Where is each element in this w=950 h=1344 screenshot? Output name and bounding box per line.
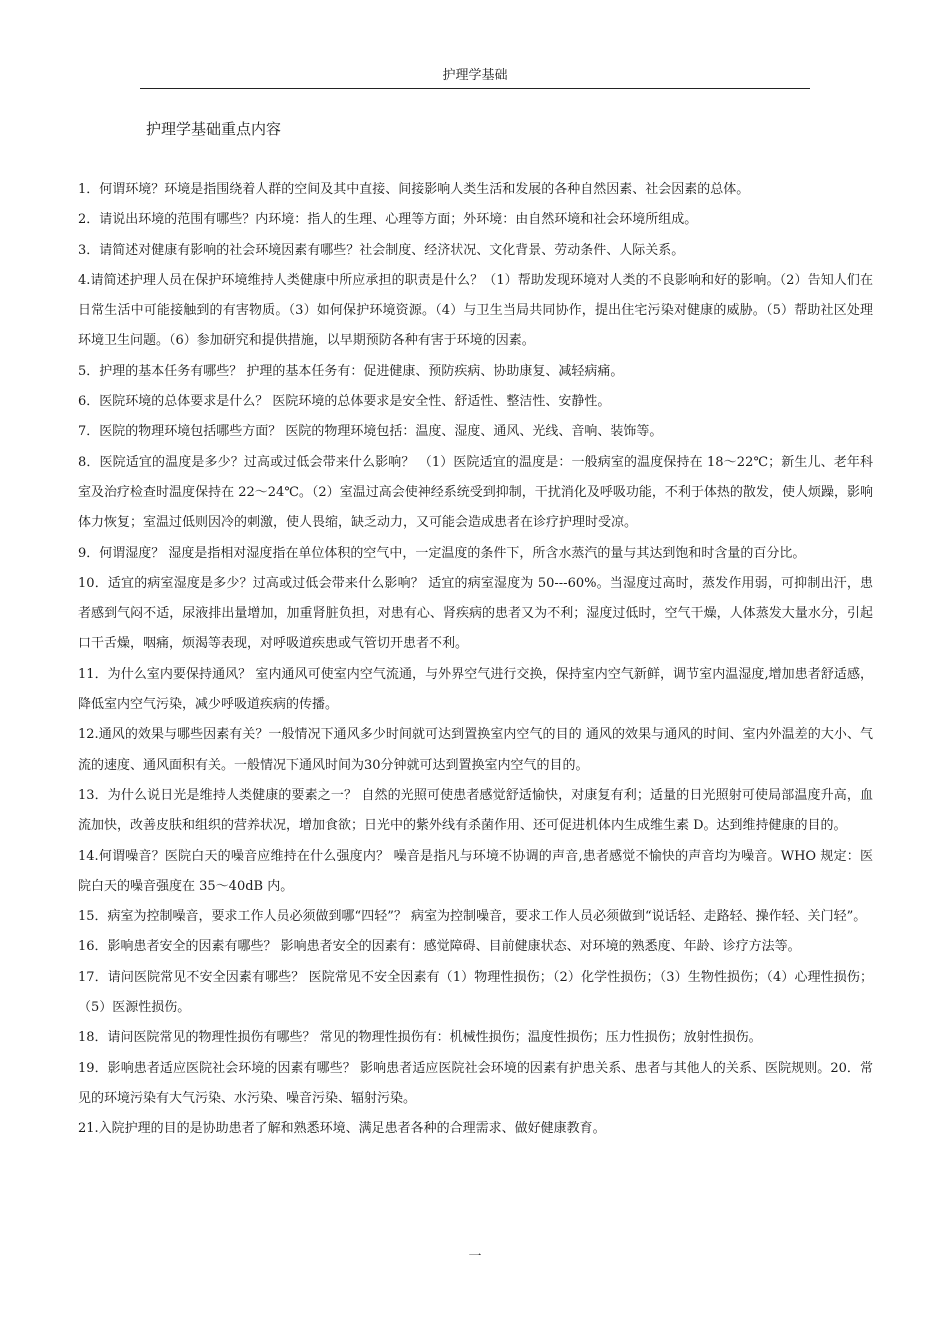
paragraph-11: 11．为什么室内要保持通风？ 室内通风可使室内空气流通，与外界空气进行交换，保持室内空气新鲜，调节室内温湿度,增加患者舒适感，降低室内空气污染，减少呼吸道疾病的传播。	[78, 666, 873, 713]
document-body	[78, 175, 873, 1145]
paragraph-4: 4.请简述护理人员在保护环境维持人类健康中所应承担的职责是什么？（1）帮助发现环境对人类的不良影响和好的影响。（2）告知人们在日常生活中可能接触到的有害物质。（3）如何保护环境资源。（4）与卫生当局共同协作，提出住宅污染对健康的威胁。（5）帮助社区处理环境卫生问题。（6）参加研究和提供措施，以早期预防各种有害于环境的因素。	[78, 272, 873, 349]
paragraph-5: 5．护理的基本任务有哪些？ 护理的基本任务有：促进健康、预防疾病、协助康复、减轻病痛。	[78, 363, 624, 379]
paragraph-10: 10．适宜的病室湿度是多少？过高或过低会带来什么影响？ 适宜的病室湿度为 50---60%。当湿度过高时，蒸发作用弱，可抑制出汗，患者感到气闷不适，尿液排出量增加，加重肾脏负担，对患有心、肾疾病的患者又为不利；湿度过低时，空气干燥，人体蒸发大量水分，引起口干舌燥，咽痛，烦渴等表现，对呼吸道疾患或气管切开患者不利。	[78, 575, 873, 652]
paragraph-6: 6．医院环境的总体要求是什么？ 医院环境的总体要求是安全性、舒适性、整洁性、安静性。	[78, 394, 611, 410]
paragraph-14: 14.何谓噪音？医院白天的噪音应维持在什么强度内？ 噪音是指凡与环境不协调的声音,患者感觉不愉快的声音均为噪音。WHO 规定：医院白天的噪音强度在 35～40dB 内。	[78, 848, 873, 894]
paragraph-15: 15．病室为控制噪音，要求工作人员必须做到哪“四轻”？ 病室为控制噪音，要求工作人员必须做到“说话轻、走路轻、操作轻、关门轻”。	[78, 909, 867, 925]
page-header: 护理学基础	[442, 68, 508, 83]
paragraph-18: 18．请问医院常见的物理性损伤有哪些？ 常见的物理性损伤有：机械性损伤；温度性损伤；压力性损伤；放射性损伤。	[78, 1030, 762, 1046]
document-title: 护理学基础重点内容	[146, 120, 282, 138]
paragraph-21: 21.入院护理的目的是协助患者了解和熟悉环境、满足患者各种的合理需求、做好健康教育。	[78, 1121, 606, 1137]
paragraph-9: 9．何谓湿度？ 湿度是指相对湿度指在单位体积的空气中，一定温度的条件下，所含水蒸汽的量与其达到饱和时含量的百分比。	[78, 545, 806, 561]
page-number: 一	[468, 1249, 482, 1264]
paragraph-19: 19．影响患者适应医院社会环境的因素有哪些？ 影响患者适应医院社会环境的因素有护患关系、患者与其他人的关系、医院规则。20．常见的环境污染有大气污染、水污染、噪音污染、辐射污染。	[78, 1060, 873, 1106]
paragraph-8: 8．医院适宜的温度是多少？过高或过低会带来什么影响？ （1）医院适宜的温度是：一般病室的温度保持在 18～22℃；新生儿、老年科室及治疗检查时温度保持在 22～24℃。（2）室温过高会使神经系统受到抑制，干扰消化及呼吸功能，不利于体热的散发，使人烦躁，影响体力恢复；室温过低则因冷的刺激，使人畏缩，缺乏动力，又可能会造成患者在诊疗护理时受凉。	[78, 454, 873, 531]
header-divider	[140, 88, 810, 89]
paragraph-7: 7．医院的物理环境包括哪些方面？ 医院的物理环境包括：温度、湿度、通风、光线、音响、装饰等。	[78, 424, 663, 440]
paragraph-16: 16．影响患者安全的因素有哪些？ 影响患者安全的因素有：感觉障碍、目前健康状态、对环境的熟悉度、年龄、诊疗方法等。	[78, 939, 801, 955]
paragraph-17: 17．请问医院常见不安全因素有哪些？ 医院常见不安全因素有（1）物理性损伤；（2）化学性损伤；（3）生物性损伤；（4）心理性损伤；（5）医源性损伤。	[78, 969, 873, 1016]
paragraph-12: 12.通风的效果与哪些因素有关？一般情况下通风多少时间就可达到置换室内空气的目的 通风的效果与通风的时间、室内外温差的大小、气流的速度、通风面积有关。一般情况下通风时间为30分钟就可达到置换室内空气的目的。	[78, 727, 873, 773]
paragraph-3: 3．请简述对健康有影响的社会环境因素有哪些？社会制度、经济状况、文化背景、劳动条件、人际关系。	[78, 242, 685, 258]
paragraph-2: 2．请说出环境的范围有哪些？内环境：指人的生理、心理等方面；外环境：由自然环境和社会环境所组成。	[78, 212, 698, 228]
paragraph-13: 13．为什么说日光是维持人类健康的要素之一？ 自然的光照可使患者感觉舒适愉快，对康复有利；适量的日光照射可使局部温度升高，血流加快，改善皮肤和组织的营养状况，增加食欲；日光中的紫外线有杀菌作用、还可促进机体内生成维生素 D。达到维持健康的目的。	[78, 787, 873, 834]
paragraph-1: 1．何谓环境？环境是指围绕着人群的空间及其中直接、间接影响人类生活和发展的各种自然因素、社会因素的总体。	[78, 182, 750, 197]
